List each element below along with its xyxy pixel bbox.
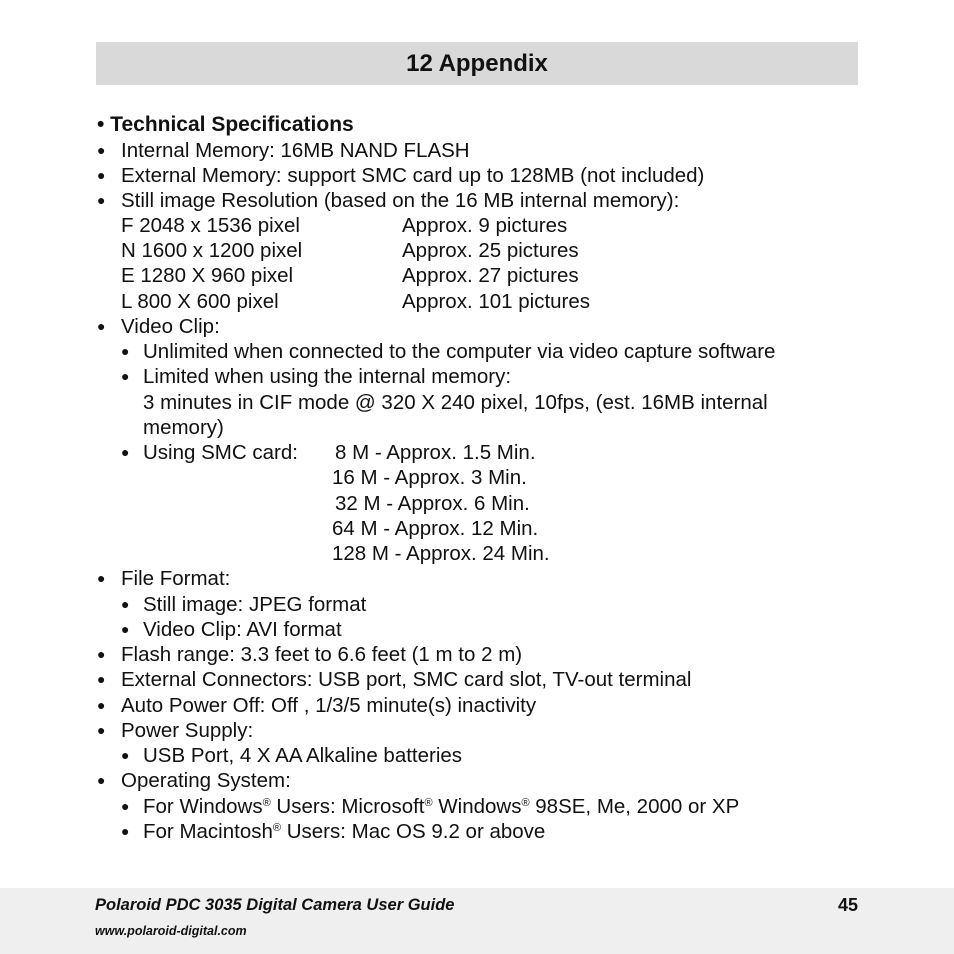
resolution-mode: E 1280 X 960 pixel <box>121 264 294 287</box>
bullet-icon: ● <box>121 343 130 359</box>
bullet-icon: ● <box>121 747 130 763</box>
resolution-capacity: Approx. 9 pictures <box>402 214 568 237</box>
bullet-icon: ● <box>97 722 106 738</box>
bullet-icon: ● <box>97 570 106 586</box>
resolution-capacity: Approx. 25 pictures <box>402 239 579 262</box>
bullet-icon: ● <box>97 167 106 183</box>
bullet-icon: ● <box>121 798 130 814</box>
resolution-mode: L 800 X 600 pixel <box>121 290 279 313</box>
bullet-icon: ● <box>121 596 130 612</box>
smc-time: 128 M - Approx. 24 Min. <box>332 542 550 565</box>
file-still: Still image: JPEG format <box>143 593 367 616</box>
bullet-icon: ● <box>97 192 106 208</box>
page-title: 12 Appendix <box>406 50 548 77</box>
os-mac-text: Users: Mac OS 9.2 or above <box>281 820 546 843</box>
resolution-capacity: Approx. 27 pictures <box>402 264 579 287</box>
bullet-icon: ● <box>97 772 106 788</box>
os-windows-text: For Windows <box>143 795 263 818</box>
spec-file-format: File Format: <box>121 567 231 590</box>
footer-guide-title: Polaroid PDC 3035 Digital Camera User Guide <box>95 896 455 914</box>
smc-time: 64 M - Approx. 12 Min. <box>332 517 539 540</box>
bullet-icon: ● <box>97 318 106 334</box>
registered-mark: ® <box>272 822 281 834</box>
spec-still-resolution: Still image Resolution (based on the 16 MB internal memory): <box>121 189 680 212</box>
spec-external-memory: External Memory: support SMC card up to 128MB (not included) <box>121 164 705 187</box>
video-limited-detail: memory) <box>143 416 224 439</box>
page-footer <box>0 888 954 954</box>
page-number: 45 <box>837 895 858 915</box>
os-windows-text: Users: Microsoft <box>270 795 425 818</box>
spec-external-connectors: External Connectors: USB port, SMC card slot, TV-out terminal <box>121 668 692 691</box>
video-unlimited: Unlimited when connected to the computer via video capture software <box>143 340 776 363</box>
os-windows <box>143 794 739 819</box>
registered-mark: ® <box>424 797 433 809</box>
resolution-mode: N 1600 x 1200 pixel <box>121 239 303 262</box>
spec-internal-memory: Internal Memory: 16MB NAND FLASH <box>121 139 470 162</box>
footer-url: www.polaroid-digital.com <box>95 924 247 938</box>
spec-operating-system: Operating System: <box>121 769 291 792</box>
spec-auto-power-off: Auto Power Off: Off , 1/3/5 minute(s) inactivity <box>121 694 537 717</box>
bullet-icon: ● <box>121 621 130 637</box>
spec-flash-range: Flash range: 3.3 feet to 6.6 feet (1 m to 2 m) <box>121 643 523 666</box>
spec-power-supply: Power Supply: <box>121 719 254 742</box>
bullet-icon: ● <box>97 697 106 713</box>
bullet-icon: ● <box>121 444 130 460</box>
smc-time: 32 M - Approx. 6 Min. <box>335 492 530 515</box>
smc-time: 16 M - Approx. 3 Min. <box>332 466 527 489</box>
os-windows-text: Windows <box>432 795 522 818</box>
spec-video-clip: Video Clip: <box>121 315 220 338</box>
bullet-icon: ● <box>97 671 106 687</box>
smc-time: 8 M - Approx. 1.5 Min. <box>335 441 536 464</box>
video-limited: Limited when using the internal memory: <box>143 365 512 388</box>
registered-mark: ® <box>521 797 530 809</box>
os-mac-text: For Macintosh <box>143 820 273 843</box>
file-video: Video Clip: AVI format <box>143 618 342 641</box>
smc-label: Using SMC card: <box>143 441 298 464</box>
registered-mark: ® <box>262 797 271 809</box>
os-windows-text: 98SE, Me, 2000 or XP <box>529 795 740 818</box>
resolution-capacity: Approx. 101 pictures <box>402 290 591 313</box>
bullet-icon: ● <box>97 646 106 662</box>
resolution-mode: F 2048 x 1536 pixel <box>121 214 300 237</box>
section-heading: • Technical Specifications <box>97 113 354 136</box>
os-mac <box>143 819 545 844</box>
power-detail: USB Port, 4 X AA Alkaline batteries <box>143 744 463 767</box>
bullet-icon: ● <box>97 142 106 158</box>
bullet-icon: ● <box>121 368 130 384</box>
video-limited-detail: 3 minutes in CIF mode @ 320 X 240 pixel, 10fps, (est. 16MB internal <box>143 391 768 414</box>
bullet-icon: ● <box>121 823 130 839</box>
